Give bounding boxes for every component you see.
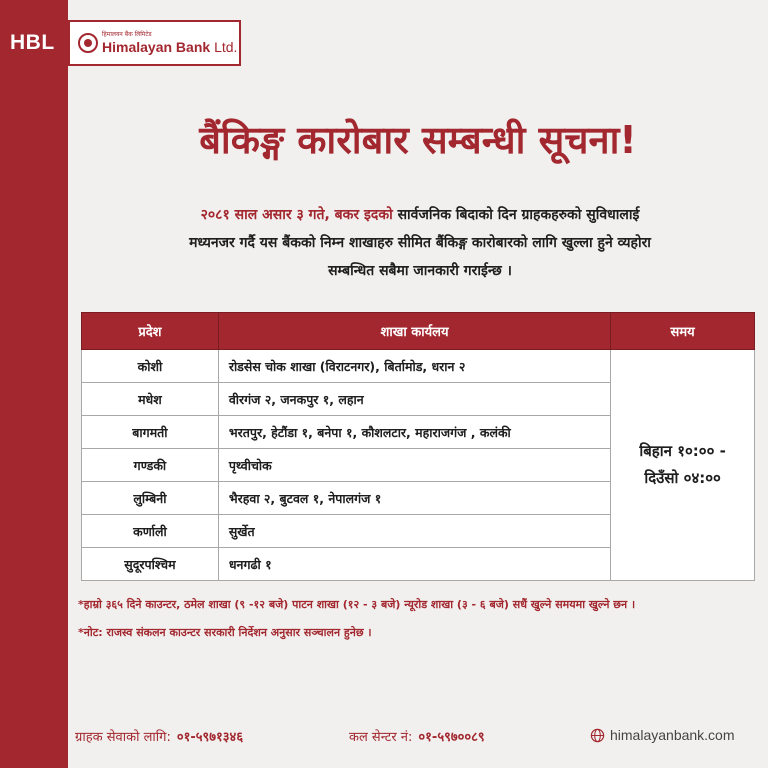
time-cell — [611, 350, 755, 581]
call-center — [349, 727, 485, 745]
table-header-row — [82, 313, 755, 350]
intro-highlight: २०८१ साल असार ३ गते, बकर इदको — [200, 207, 393, 223]
province-cell: गण्डकी — [82, 449, 219, 482]
province-cell: सुदूरपश्चिम — [82, 548, 219, 581]
branch-cell: पृथ्वीचोक — [218, 449, 610, 482]
bank-logo — [68, 20, 241, 66]
intro-line3: सम्बन्धित सबैमा जानकारी गराईन्छ । — [328, 263, 512, 279]
notice-title: बैंकिङ्ग कारोबार सम्बन्धी सूचना! — [199, 118, 637, 162]
table-row — [82, 350, 755, 383]
branch-cell: भरतपुर, हेटौंडा १, बनेपा १, कौशलटार, महाराजगंज , कलंकी — [218, 416, 610, 449]
branch-table — [81, 312, 755, 581]
notice-intro — [100, 201, 740, 285]
branch-cell: धनगढी १ — [218, 548, 610, 581]
branch-cell: वीरगंज २, जनकपुर १, लहान — [218, 383, 610, 416]
logo-name-suffix: Ltd. — [214, 39, 238, 55]
branch-table-wrap — [81, 312, 755, 581]
intro-line1: सार्वजनिक बिदाको दिन ग्राहकहरुको सुविधालाई — [397, 207, 640, 223]
logo-nepali-name: हिमालयन बैंक लिमिटेड — [102, 31, 152, 38]
revenue-note: *नोट: राजस्व संकलन काउन्टर सरकारी निर्देशन अनुसार सञ्चालन हुनेछ । — [78, 626, 372, 639]
header-province: प्रदेश — [82, 313, 219, 350]
branch-cell: रोडसेस चोक शाखा (विराटनगर), बिर्तामोड, धरान २ — [218, 350, 610, 383]
province-cell: लुम्बिनी — [82, 482, 219, 515]
logo-text — [102, 32, 237, 54]
website-link[interactable] — [590, 727, 735, 743]
customer-care — [75, 727, 243, 745]
call-center-label: कल सेन्टर नं: — [349, 730, 413, 745]
branch-cell: भैरहवा २, बुटवल १, नेपालगंज १ — [218, 482, 610, 515]
header-time: समय — [611, 313, 755, 350]
counter-note: *हाम्रो ३६५ दिने काउन्टर, ठमेल शाखा (९ -१२ बजे) पाटन शाखा (१२ - ३ बजे) न्यूरोड शाखा (३ - ६ बजे) सधैं खुल्ने समयमा खुल्ने छन । — [78, 598, 636, 611]
province-cell: बागमती — [82, 416, 219, 449]
time-start: बिहान १०:०० - — [639, 442, 726, 460]
branch-cell: सुर्खेत — [218, 515, 610, 548]
customer-care-number[interactable]: ०१-५९७१३४६ — [176, 730, 244, 745]
province-cell: कोशी — [82, 350, 219, 383]
website-text[interactable]: himalayanbank.com — [610, 727, 735, 743]
time-end: दिउँसो ०४:०० — [644, 469, 721, 487]
logo-bank-name — [102, 40, 237, 54]
bank-emblem-icon — [78, 33, 98, 53]
header-branch: शाखा कार्यलय — [218, 313, 610, 350]
globe-icon — [590, 728, 605, 743]
province-cell: मधेश — [82, 383, 219, 416]
left-brand-band — [0, 0, 68, 768]
intro-line2: मध्यनजर गर्दै यस बैंकको निम्न शाखाहरु सीमित बैंकिङ्ग कारोबारको लागि खुल्ला हुने व्यहोरा — [189, 235, 651, 251]
logo-name-main: Himalayan Bank — [102, 39, 211, 55]
call-center-number[interactable]: ०१-५९७००८९ — [418, 730, 485, 745]
province-cell: कर्णाली — [82, 515, 219, 548]
customer-care-label: ग्राहक सेवाको लागि: — [75, 730, 171, 745]
hbl-short-logo: HBL — [10, 31, 55, 54]
